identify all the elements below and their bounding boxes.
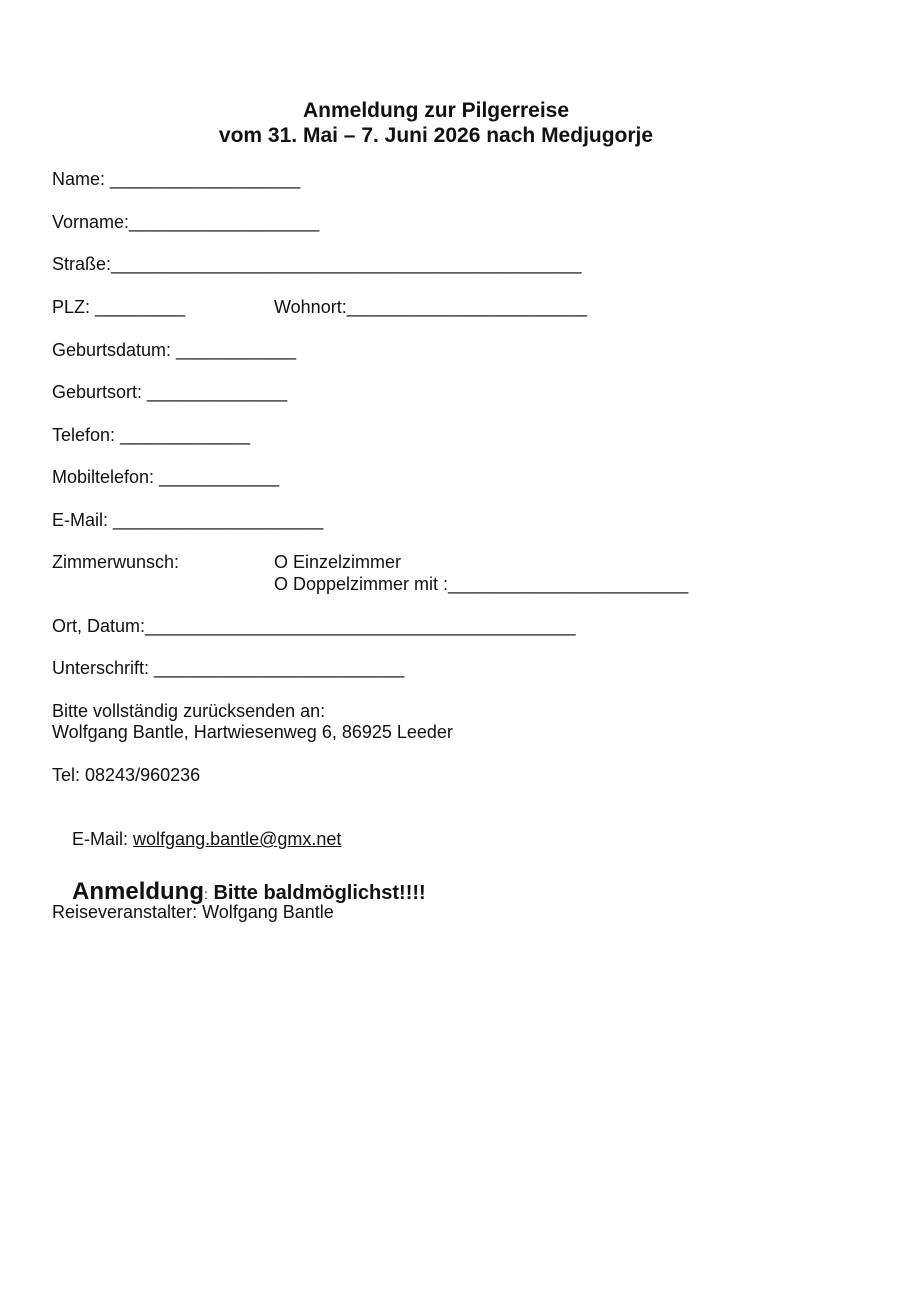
einzelzimmer-option[interactable]: O Einzelzimmer — [274, 552, 402, 572]
ort-datum-field[interactable]: Ort, Datum:___________________________________________ — [52, 616, 576, 636]
contact-email-link[interactable]: wolfgang.bantle@gmx.net — [133, 829, 342, 849]
registration-heading: Anmeldung — [72, 878, 205, 905]
name-field[interactable]: Name: ___________________ — [52, 169, 301, 189]
contact-phone: Tel: 08243/960236 — [52, 765, 201, 785]
return-instruction: Bitte vollständig zurücksenden an: — [52, 701, 326, 721]
geburtsdatum-field[interactable]: Geburtsdatum: ____________ — [52, 340, 297, 360]
return-address: Wolfgang Bantle, Hartwiesenweg 6, 86925 Leeder — [52, 722, 453, 742]
contact-email-label: E-Mail: — [72, 829, 134, 849]
wohnort-field[interactable]: Wohnort:________________________ — [274, 297, 587, 317]
unterschrift-field[interactable]: Unterschrift: _________________________ — [52, 658, 405, 678]
geburtsort-field[interactable]: Geburtsort: ______________ — [52, 382, 288, 402]
telefon-field[interactable]: Telefon: _____________ — [52, 425, 251, 445]
vorname-field[interactable]: Vorname:___________________ — [52, 212, 320, 232]
strasse-field[interactable]: Straße:_______________________________________________ — [52, 254, 582, 274]
zimmerwunsch-label: Zimmerwunsch: — [52, 552, 180, 572]
form-title — [0, 98, 872, 148]
title-line-2: vom 31. Mai – 7. Juni 2026 nach Medjugorje — [218, 124, 654, 147]
email-field[interactable]: E-Mail: _____________________ — [52, 510, 324, 530]
registration-notice — [52, 847, 426, 939]
registration-urgency: Bitte baldmöglichst!!!! — [207, 882, 426, 904]
registration-colon: : — [204, 886, 208, 902]
doppelzimmer-option[interactable]: O Doppelzimmer mit :________________________ — [274, 574, 689, 594]
organizer-line: Reiseveranstalter: Wolfgang Bantle — [52, 902, 334, 922]
title-line-1: Anmeldung zur Pilgerreise — [302, 99, 570, 122]
mobiltelefon-field[interactable]: Mobiltelefon: ____________ — [52, 467, 280, 487]
plz-field[interactable]: PLZ: _________ — [52, 297, 186, 317]
